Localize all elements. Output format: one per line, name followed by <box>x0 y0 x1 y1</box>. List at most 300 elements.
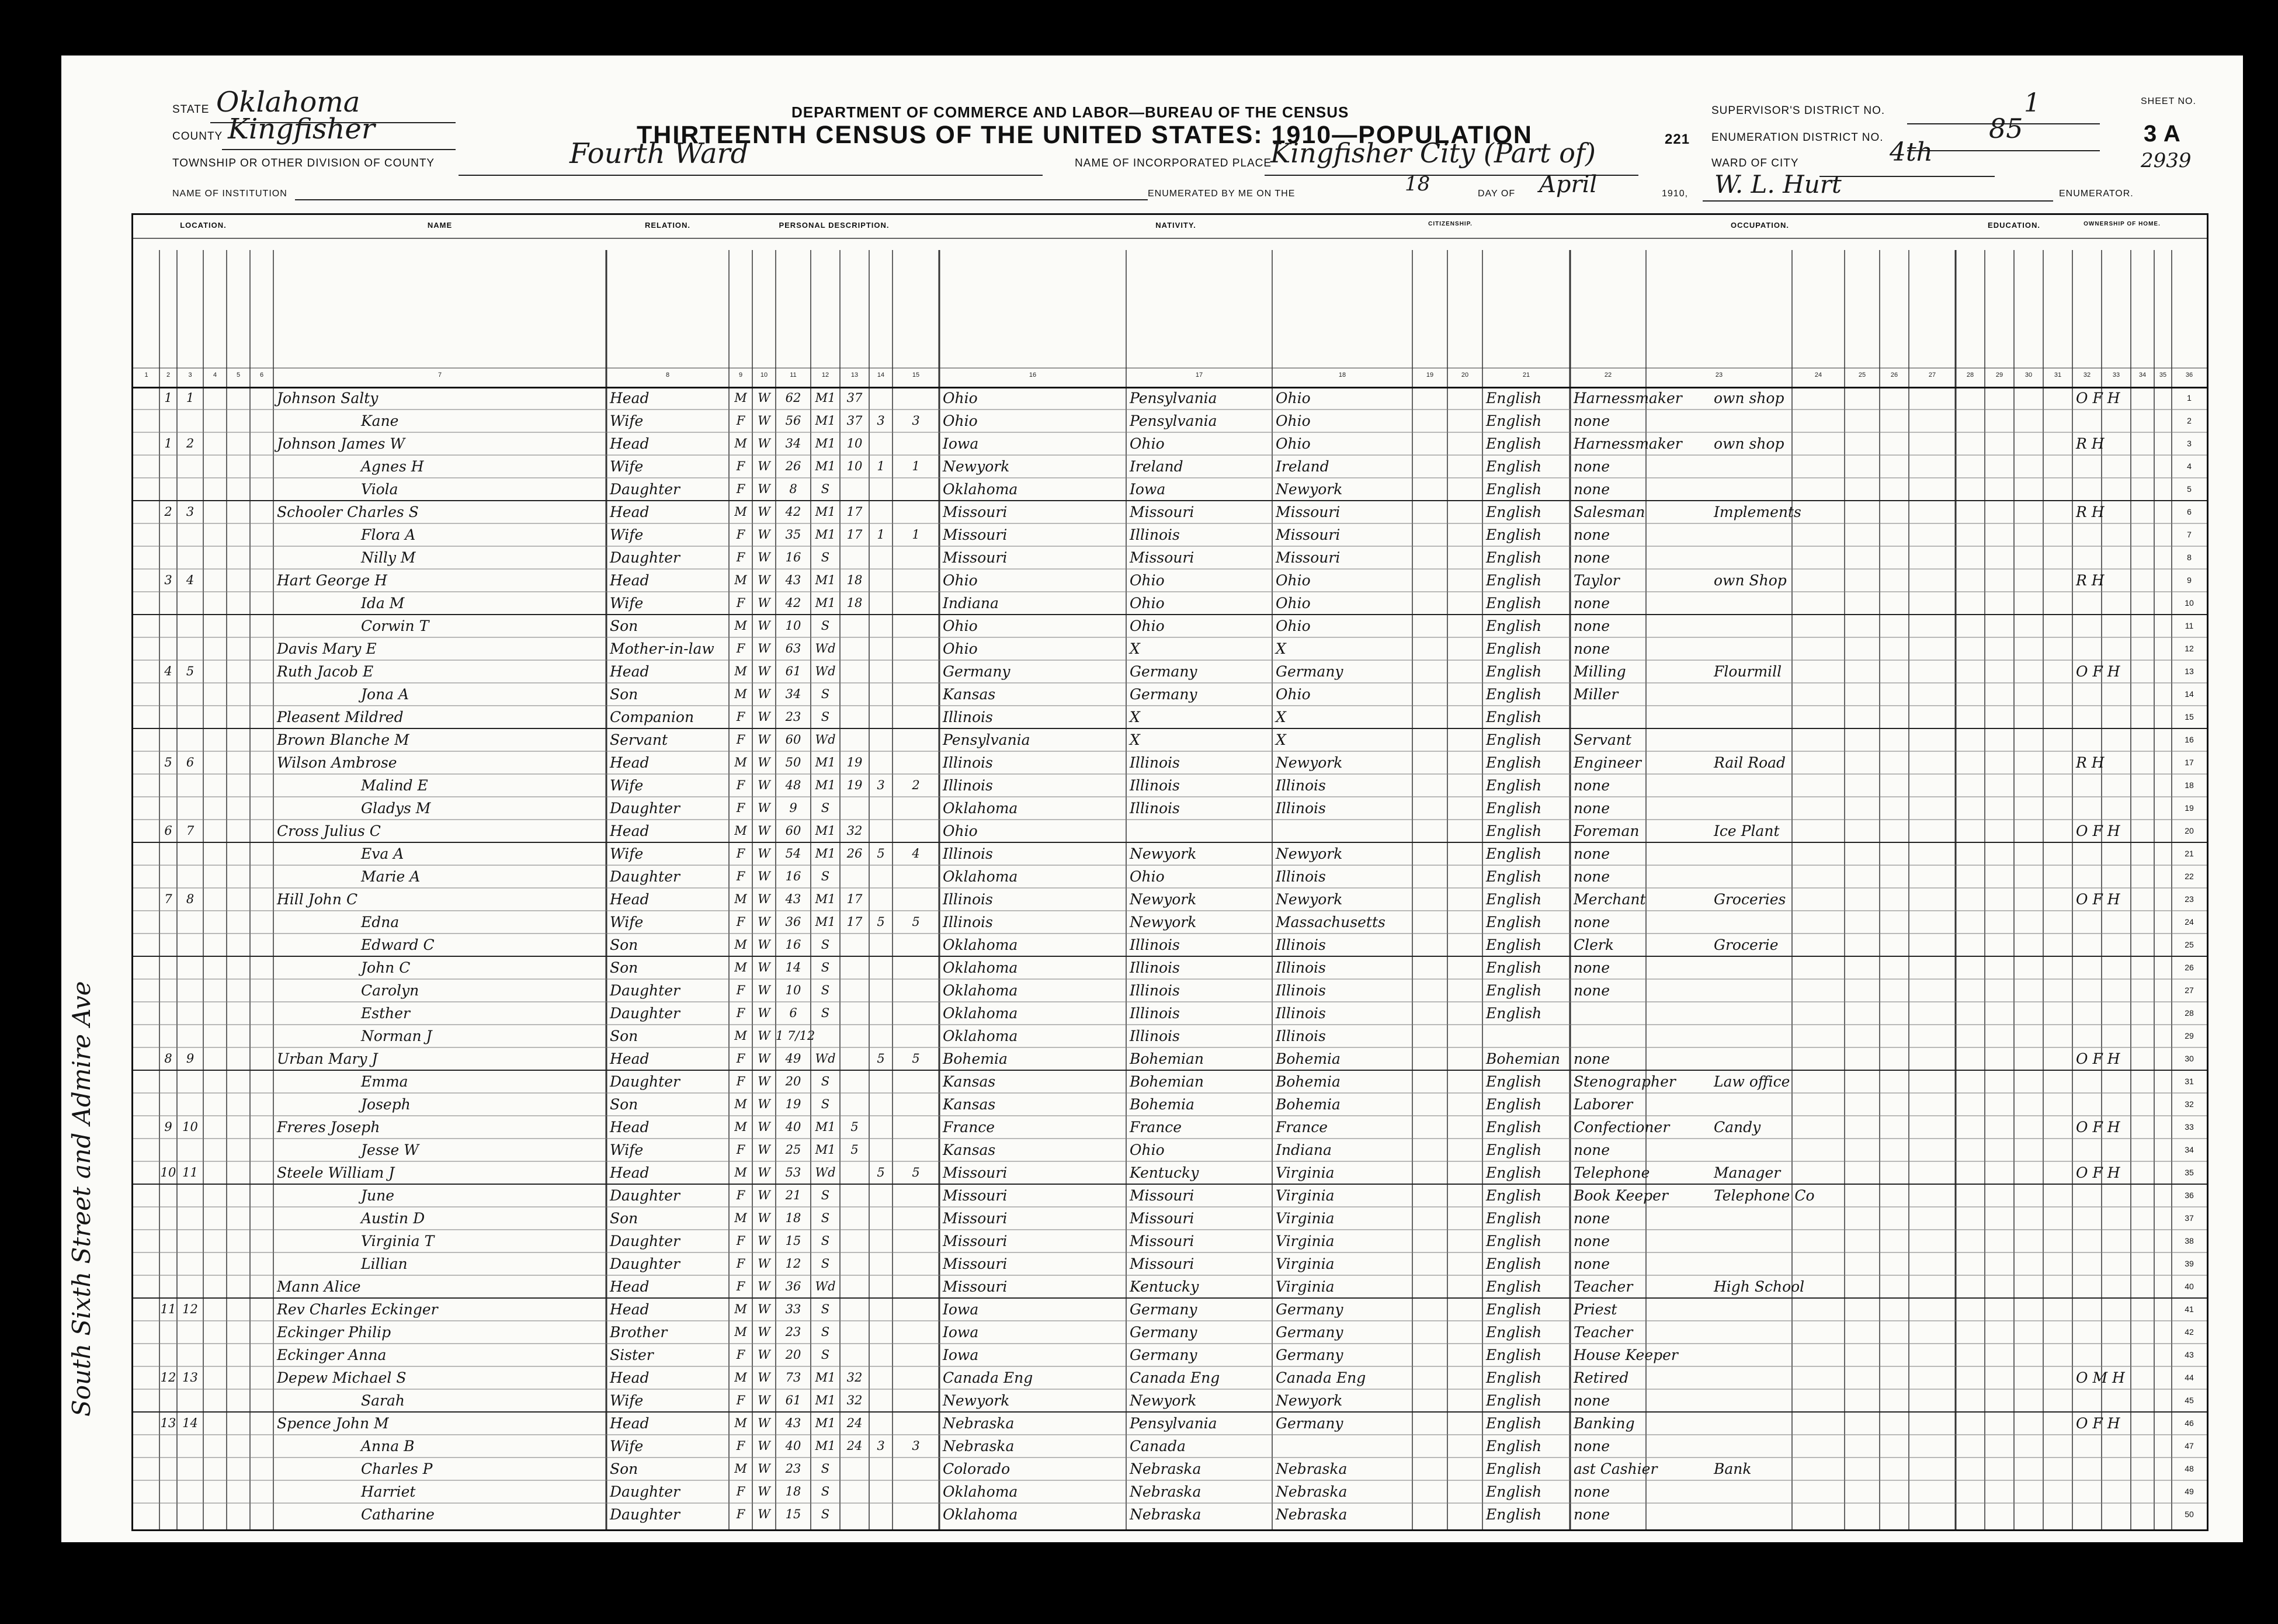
sex: M <box>734 1211 747 1225</box>
age: 61 <box>785 1393 801 1407</box>
table-row <box>133 477 2207 501</box>
race: W <box>758 550 770 564</box>
person-name: Virginia T <box>361 1233 435 1250</box>
sex: M <box>734 1462 747 1476</box>
race: W <box>758 687 770 701</box>
table-row <box>133 1411 2207 1435</box>
marital-status: S <box>821 1302 830 1316</box>
race: W <box>758 1348 770 1362</box>
sheet-label: SHEET NO. <box>2141 96 2196 106</box>
age: 48 <box>785 778 801 792</box>
mother-birthplace: Nebraska <box>1276 1506 1348 1523</box>
trade: none <box>1574 458 1610 475</box>
language: English <box>1486 731 1542 748</box>
row-number: 16 <box>2185 735 2194 744</box>
birthplace: Illinois <box>943 777 993 794</box>
relation: Daughter <box>610 800 680 817</box>
language: Bohemian <box>1486 1050 1561 1067</box>
row-number: 25 <box>2185 940 2194 949</box>
family-number: 2 <box>186 436 195 450</box>
mother-birthplace: Virginia <box>1276 1278 1335 1295</box>
years-married: 32 <box>846 1393 863 1407</box>
person-name: Rev Charles Eckinger <box>277 1301 438 1318</box>
sex: F <box>736 869 745 883</box>
mother-birthplace: Germany <box>1276 663 1343 680</box>
family-number: 10 <box>182 1120 198 1134</box>
relation: Wife <box>610 914 644 931</box>
row-number: 5 <box>2187 484 2192 494</box>
race: W <box>758 1370 770 1384</box>
row-number: 40 <box>2185 1282 2194 1291</box>
marital-status: S <box>821 1188 830 1202</box>
table-row <box>133 409 2207 433</box>
person-name: Edward C <box>361 936 435 953</box>
father-birthplace: Kentucky <box>1130 1164 1199 1181</box>
marital-status: M1 <box>815 846 836 860</box>
marital-status: S <box>821 1325 830 1339</box>
family-number: 11 <box>182 1165 198 1179</box>
column-number: 22 <box>1604 372 1612 379</box>
birthplace: Illinois <box>943 914 993 931</box>
father-birthplace: Ohio <box>1130 617 1165 634</box>
census-sheet <box>61 55 2243 1542</box>
marital-status: M1 <box>815 436 836 450</box>
age: 23 <box>785 710 801 724</box>
trade: none <box>1574 959 1610 976</box>
language: English <box>1486 936 1542 953</box>
mother-birthplace: Ohio <box>1276 572 1311 589</box>
mother-birthplace: Massachusetts <box>1276 914 1385 931</box>
language: English <box>1486 709 1542 726</box>
birthplace: Oklahoma <box>943 800 1018 817</box>
race: W <box>758 1507 770 1521</box>
age: 36 <box>785 1279 801 1293</box>
age: 61 <box>785 664 801 678</box>
mother-birthplace: Germany <box>1276 1415 1343 1432</box>
row-number: 21 <box>2185 849 2194 858</box>
column-number: 8 <box>665 372 670 379</box>
children-born: 3 <box>877 414 885 428</box>
sex: F <box>736 915 745 929</box>
family-number: 8 <box>186 892 195 906</box>
enumerator-label: ENUMERATOR. <box>2059 189 2134 199</box>
race: W <box>758 892 770 906</box>
table-row <box>133 1275 2207 1299</box>
age: 43 <box>785 573 801 587</box>
race: W <box>758 459 770 473</box>
person-name: Ida M <box>361 595 405 612</box>
age: 43 <box>785 892 801 906</box>
relation: Son <box>610 936 638 953</box>
language: English <box>1486 1415 1542 1432</box>
table-row <box>133 1206 2207 1230</box>
column-number: 17 <box>1195 372 1203 379</box>
row-number: 13 <box>2185 667 2194 676</box>
relation: Wife <box>610 1438 644 1455</box>
age: 15 <box>785 1234 801 1248</box>
birthplace: Ohio <box>943 412 978 429</box>
marital-status: M1 <box>815 596 836 610</box>
person-name: Jesse W <box>361 1141 419 1158</box>
father-birthplace: Illinois <box>1130 1005 1180 1022</box>
relation: Head <box>610 754 650 771</box>
township-rule <box>459 175 1043 176</box>
father-birthplace: Illinois <box>1130 800 1180 817</box>
father-birthplace: Germany <box>1130 1324 1197 1341</box>
relation: Wife <box>610 777 644 794</box>
table-row <box>133 682 2207 706</box>
state-value: Oklahoma <box>216 86 360 119</box>
language: English <box>1486 504 1542 520</box>
age: 10 <box>785 619 801 633</box>
home-ownership: O F H <box>2076 1050 2120 1067</box>
language: English <box>1486 914 1542 931</box>
industry: Grocerie <box>1714 936 1779 953</box>
language: English <box>1486 572 1542 589</box>
column-number: 24 <box>1814 372 1822 379</box>
person-name: June <box>361 1187 395 1204</box>
industry: High School <box>1714 1278 1805 1295</box>
language: English <box>1486 845 1542 862</box>
trade: none <box>1574 640 1610 657</box>
home-ownership: O F H <box>2076 1119 2120 1136</box>
relation: Son <box>610 1028 638 1045</box>
language: English <box>1486 891 1542 908</box>
father-birthplace: Missouri <box>1130 504 1194 520</box>
day-of-label: DAY OF <box>1478 189 1516 199</box>
column-number: 29 <box>1995 372 2003 379</box>
industry: Flourmill <box>1714 663 1782 680</box>
marital-status: S <box>821 1211 830 1225</box>
person-name: Agnes H <box>361 458 424 475</box>
sex: F <box>736 1393 745 1407</box>
children-living: 4 <box>912 846 920 860</box>
person-name: Norman J <box>361 1028 432 1045</box>
row-number: 9 <box>2187 575 2192 585</box>
person-name: Esther <box>361 1005 410 1022</box>
language: English <box>1486 823 1542 839</box>
industry: Manager <box>1714 1164 1781 1181</box>
table-row <box>133 1047 2207 1071</box>
language: English <box>1486 959 1542 976</box>
state-label: STATE <box>172 103 210 116</box>
race: W <box>758 869 770 883</box>
table-row <box>133 1070 2207 1094</box>
mother-birthplace: Newyork <box>1276 754 1343 771</box>
race: W <box>758 1439 770 1453</box>
years-married: 10 <box>846 436 863 450</box>
table-row <box>133 1297 2207 1321</box>
mother-birthplace: Canada Eng <box>1276 1369 1366 1386</box>
language: English <box>1486 663 1542 680</box>
years-married: 32 <box>846 824 863 838</box>
row-number: 33 <box>2185 1122 2194 1132</box>
trade: none <box>1574 1255 1610 1272</box>
sex: F <box>736 596 745 610</box>
birthplace: Missouri <box>943 504 1008 520</box>
trade: Laborer <box>1574 1096 1633 1113</box>
sex: F <box>736 1074 745 1088</box>
relation: Daughter <box>610 1233 680 1250</box>
relation: Daughter <box>610 1506 680 1523</box>
trade: Confectioner <box>1574 1119 1670 1136</box>
race: W <box>758 1416 770 1430</box>
column-header-band <box>133 215 2207 388</box>
age: 34 <box>785 687 801 701</box>
children-living: 5 <box>912 1052 920 1066</box>
person-name: Hart George H <box>277 572 387 589</box>
age: 19 <box>785 1097 801 1111</box>
birthplace: Bohemia <box>943 1050 1008 1067</box>
mother-birthplace: Newyork <box>1276 1392 1343 1409</box>
sex: M <box>734 505 747 519</box>
dwelling-number: 1 <box>164 436 172 450</box>
relation: Wife <box>610 526 644 543</box>
relation: Daughter <box>610 1073 680 1090</box>
children-living: 1 <box>912 459 920 473</box>
relation: Head <box>610 1301 650 1318</box>
marital-status: M1 <box>815 755 836 769</box>
birthplace: Oklahoma <box>943 1028 1018 1045</box>
sex: M <box>734 664 747 678</box>
person-name: Cross Julius C <box>277 823 381 839</box>
row-number: 35 <box>2185 1168 2194 1177</box>
table-row <box>133 865 2207 889</box>
children-born: 1 <box>877 528 885 542</box>
race: W <box>758 482 770 496</box>
father-birthplace: Ohio <box>1130 572 1165 589</box>
trade: ast Cashier <box>1574 1460 1658 1477</box>
age: 50 <box>785 755 801 769</box>
sex: M <box>734 824 747 838</box>
family-number: 9 <box>186 1052 195 1066</box>
mother-birthplace: Bohemia <box>1276 1096 1341 1113</box>
person-name: Kane <box>361 412 399 429</box>
person-name: Emma <box>361 1073 408 1090</box>
column-number: 20 <box>1461 372 1469 379</box>
relation: Wife <box>610 1141 644 1158</box>
language: English <box>1486 1141 1542 1158</box>
race: W <box>758 596 770 610</box>
person-name: Lillian <box>361 1255 408 1272</box>
sex: M <box>734 892 747 906</box>
race: W <box>758 1393 770 1407</box>
birthplace: Oklahoma <box>943 1506 1018 1523</box>
sex: F <box>736 1257 745 1271</box>
person-name: Freres Joseph <box>277 1119 380 1136</box>
birthplace: Newyork <box>943 1392 1010 1409</box>
trade: none <box>1574 1210 1610 1227</box>
row-number: 11 <box>2185 621 2194 630</box>
sex: F <box>736 459 745 473</box>
sex: F <box>736 1006 745 1020</box>
age: 20 <box>785 1348 801 1362</box>
race: W <box>758 436 770 450</box>
birthplace: Colorado <box>943 1460 1010 1477</box>
language: English <box>1486 1119 1542 1136</box>
birthplace: Ohio <box>943 823 978 839</box>
marital-status: M1 <box>815 1143 836 1157</box>
birthplace: Missouri <box>943 1210 1008 1227</box>
sex: F <box>736 1188 745 1202</box>
supervisor-value: 1 <box>2024 88 2040 118</box>
mother-birthplace: Germany <box>1276 1301 1343 1318</box>
children-born: 5 <box>877 1052 885 1066</box>
family-number: 1 <box>186 391 195 405</box>
home-ownership: O F H <box>2076 390 2120 407</box>
table-row <box>133 454 2207 478</box>
mother-birthplace: Illinois <box>1276 1028 1326 1045</box>
father-birthplace: Missouri <box>1130 1255 1194 1272</box>
person-name: Nilly M <box>361 549 416 566</box>
relation: Son <box>610 959 638 976</box>
birthplace: Iowa <box>943 1347 979 1363</box>
father-birthplace: Illinois <box>1130 959 1180 976</box>
column-number: 23 <box>1715 372 1723 379</box>
language: English <box>1486 1347 1542 1363</box>
person-name: John C <box>361 959 411 976</box>
language: English <box>1486 412 1542 429</box>
birthplace: Ohio <box>943 572 978 589</box>
birthplace: Canada Eng <box>943 1369 1033 1386</box>
race: W <box>758 641 770 655</box>
table-row <box>133 933 2207 957</box>
column-number: 12 <box>821 372 829 379</box>
trade: Harnessmaker <box>1574 435 1682 452</box>
language: English <box>1486 481 1542 498</box>
years-married: 26 <box>846 846 863 860</box>
race: W <box>758 414 770 428</box>
table-row <box>133 1229 2207 1253</box>
family-number: 13 <box>182 1370 198 1384</box>
father-birthplace: Bohemian <box>1130 1073 1204 1090</box>
marital-status: Wd <box>815 1052 836 1066</box>
table-row <box>133 728 2207 752</box>
row-number: 26 <box>2185 963 2194 972</box>
dwelling-number: 6 <box>164 824 172 838</box>
column-number: 33 <box>2112 372 2120 379</box>
column-number: 30 <box>2024 372 2033 379</box>
group-citizenship: CITIZENSHIP. <box>1428 221 1473 227</box>
marital-status: S <box>821 687 830 701</box>
county-label: COUNTY <box>172 130 223 143</box>
mother-birthplace: Illinois <box>1276 800 1326 817</box>
marital-status: S <box>821 983 830 997</box>
table-row <box>133 1024 2207 1048</box>
race: W <box>758 664 770 678</box>
birthplace: Oklahoma <box>943 1005 1018 1022</box>
person-name: Ruth Jacob E <box>277 663 374 680</box>
years-married: 17 <box>846 528 863 542</box>
industry: Candy <box>1714 1119 1761 1136</box>
table-row <box>133 1343 2207 1367</box>
person-name: Spence John M <box>277 1415 389 1432</box>
age: 42 <box>785 505 801 519</box>
marital-status: M1 <box>815 505 836 519</box>
father-birthplace: Missouri <box>1130 1210 1194 1227</box>
father-birthplace: Canada Eng <box>1130 1369 1220 1386</box>
age: 40 <box>785 1120 801 1134</box>
race: W <box>758 1188 770 1202</box>
age: 25 <box>785 1143 801 1157</box>
sex: F <box>736 1507 745 1521</box>
children-born: 5 <box>877 915 885 929</box>
relation: Brother <box>610 1324 668 1341</box>
table-row <box>133 796 2207 820</box>
father-birthplace: X <box>1130 640 1140 657</box>
years-married: 19 <box>846 755 863 769</box>
marital-status: M1 <box>815 778 836 792</box>
sex: M <box>734 1097 747 1111</box>
race: W <box>758 1143 770 1157</box>
trade: Priest <box>1574 1301 1617 1318</box>
birthplace: Oklahoma <box>943 936 1018 953</box>
row-number: 8 <box>2187 553 2192 562</box>
relation: Head <box>610 1164 650 1181</box>
row-number: 34 <box>2185 1145 2194 1154</box>
relation: Daughter <box>610 481 680 498</box>
year-label: 1910, <box>1662 189 1689 199</box>
age: 33 <box>785 1302 801 1316</box>
age: 56 <box>785 414 801 428</box>
row-number: 12 <box>2185 644 2194 653</box>
table-row <box>133 1480 2207 1504</box>
age: 6 <box>789 1006 797 1020</box>
years-married: 5 <box>850 1143 859 1157</box>
row-number: 7 <box>2187 530 2192 539</box>
relation: Daughter <box>610 1483 680 1500</box>
trade: Foreman <box>1574 823 1640 839</box>
language: English <box>1486 982 1542 999</box>
marital-status: S <box>821 550 830 564</box>
sex: F <box>736 733 745 747</box>
mother-birthplace: Illinois <box>1276 777 1326 794</box>
township-label: TOWNSHIP OR OTHER DIVISION OF COUNTY <box>172 157 435 169</box>
marital-status: M1 <box>815 1370 836 1384</box>
person-name: Hill John C <box>277 891 358 908</box>
father-birthplace: Nebraska <box>1130 1460 1201 1477</box>
language: English <box>1486 1483 1542 1500</box>
sex: M <box>734 1325 747 1339</box>
father-birthplace: Missouri <box>1130 1187 1194 1204</box>
sex: M <box>734 391 747 405</box>
language: English <box>1486 1460 1542 1477</box>
birthplace: Nebraska <box>943 1415 1015 1432</box>
years-married: 18 <box>846 573 863 587</box>
race: W <box>758 1029 770 1043</box>
mother-birthplace: Newyork <box>1276 481 1343 498</box>
trade: none <box>1574 412 1610 429</box>
birthplace: Illinois <box>943 709 993 726</box>
race: W <box>758 1097 770 1111</box>
birthplace: Iowa <box>943 1301 979 1318</box>
row-number: 19 <box>2185 803 2194 813</box>
dwelling-number: 4 <box>164 664 172 678</box>
race: W <box>758 960 770 974</box>
group-location: LOCATION. <box>180 221 227 230</box>
sheet-value: 3 A <box>2144 121 2181 147</box>
row-number: 14 <box>2185 689 2194 699</box>
birthplace: Missouri <box>943 1233 1008 1250</box>
relation: Son <box>610 686 638 703</box>
home-ownership: R H <box>2076 504 2105 520</box>
group-nativity: NATIVITY. <box>1155 221 1196 230</box>
column-number: 19 <box>1426 372 1434 379</box>
relation: Wife <box>610 595 644 612</box>
relation: Wife <box>610 1392 644 1409</box>
years-married: 18 <box>846 596 863 610</box>
years-married: 19 <box>846 778 863 792</box>
